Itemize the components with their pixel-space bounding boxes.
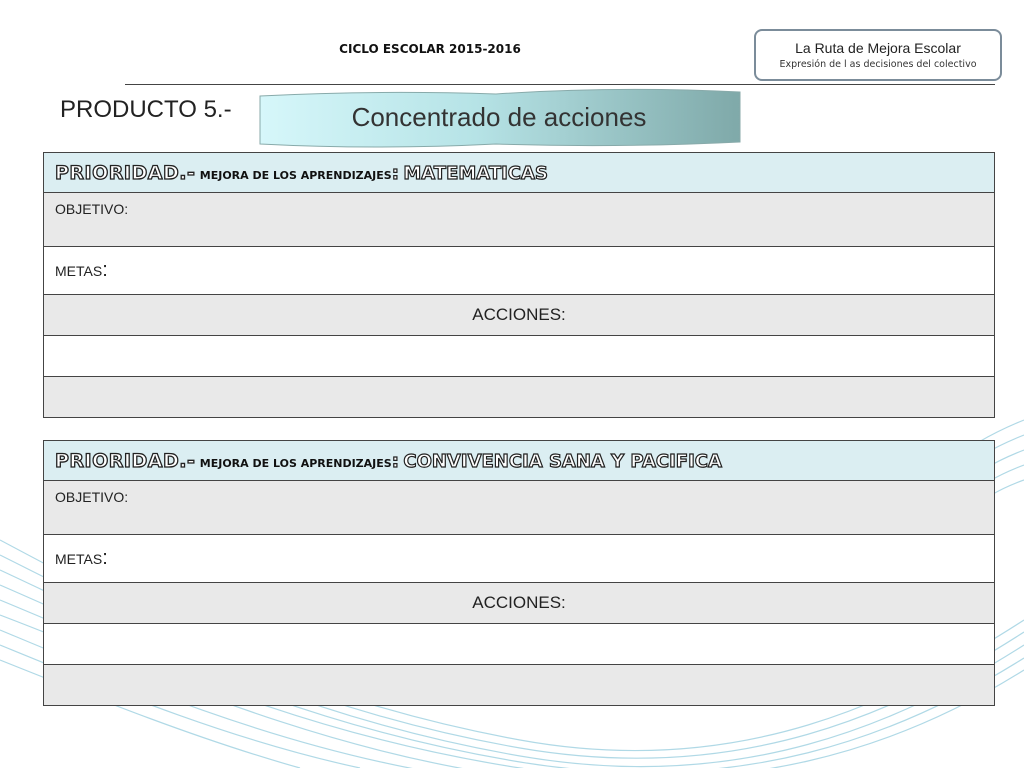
banner-title: Concentrado de acciones (351, 102, 647, 132)
objetivo-label: OBJETIVO: (55, 489, 129, 505)
objetivo-label: OBJETIVO: (55, 201, 129, 217)
colon-label: : (391, 450, 399, 472)
ruta-subtitle: Expresión de l as decisiones del colectivo (779, 59, 977, 70)
priority-table-1 (43, 152, 995, 418)
metas-label: METAS (55, 263, 103, 279)
objetivo-cell[interactable] (44, 193, 995, 247)
acciones-cell (44, 583, 995, 624)
ruta-title: La Ruta de Mejora Escolar (795, 40, 961, 56)
subject-label: CONVIVENCIA SANA Y PACIFICA (403, 450, 722, 472)
acciones-label: ACCIONES: (472, 305, 566, 324)
header-divider (125, 84, 995, 85)
prioridad-label: PRIORIDAD.- (55, 161, 196, 184)
accion-row (44, 665, 995, 706)
priority-table-2 (43, 440, 995, 706)
title-banner (256, 88, 742, 148)
acciones-label: ACCIONES: (472, 593, 566, 612)
ruta-mejora-box (754, 29, 1002, 81)
metas-label: METAS (55, 551, 103, 567)
objetivo-row (44, 481, 995, 535)
priority-header-cell (44, 441, 995, 481)
accion-row (44, 336, 995, 377)
objetivo-row (44, 193, 995, 247)
acciones-row (44, 583, 995, 624)
acciones-cell (44, 295, 995, 336)
priority-header-cell (44, 153, 995, 193)
accion-cell[interactable] (44, 665, 995, 706)
metas-row (44, 247, 995, 295)
accion-cell[interactable] (44, 377, 995, 418)
metas-cell[interactable] (44, 247, 995, 295)
priority-header-row (44, 441, 995, 481)
school-cycle-label: CICLO ESCOLAR 2015-2016 (339, 42, 521, 56)
mejora-label: MEJORA DE LOS APRENDIZAJES (199, 168, 392, 182)
objetivo-cell[interactable] (44, 481, 995, 535)
producto-label: PRODUCTO 5.- (60, 96, 232, 123)
metas-colon: : (102, 259, 108, 281)
priority-header-row (44, 153, 995, 193)
acciones-row (44, 295, 995, 336)
mejora-label: MEJORA DE LOS APRENDIZAJES (199, 456, 392, 470)
accion-cell[interactable] (44, 624, 995, 665)
metas-cell[interactable] (44, 535, 995, 583)
accion-row (44, 624, 995, 665)
accion-cell[interactable] (44, 336, 995, 377)
subject-label: MATEMATICAS (403, 162, 548, 184)
accion-row (44, 377, 995, 418)
metas-colon: : (102, 547, 108, 569)
colon-label: : (391, 162, 399, 184)
metas-row (44, 535, 995, 583)
prioridad-label: PRIORIDAD.- (55, 449, 196, 472)
